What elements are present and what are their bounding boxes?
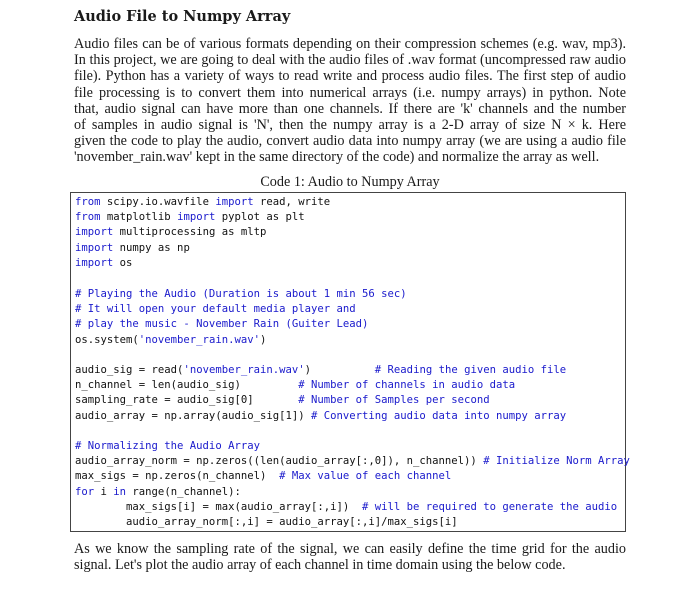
code-line (75, 226, 266, 238)
code-keyword: import (177, 211, 216, 224)
code-line (75, 379, 515, 391)
code-caption: Code 1: Audio to Numpy Array (260, 174, 440, 190)
code-keyword: import (75, 226, 114, 239)
code-keyword: import (75, 256, 114, 269)
code-line (75, 364, 566, 376)
outro-paragraph (74, 541, 626, 573)
code-text: scipy.io.wavfile (100, 196, 216, 208)
code-comment: # Initialize Norm Array (483, 455, 630, 468)
code-play (75, 287, 407, 348)
code-line (75, 410, 566, 422)
code-line (75, 470, 451, 482)
code-comment: # will be required to generate the audio (362, 500, 618, 513)
code-line (75, 334, 266, 346)
code-line (75, 501, 617, 513)
code-text: n_channel = len(audio_sig) (75, 379, 299, 392)
intro-line: given the code to play the audio, convert audio data into numpy array (we are using a audio file (74, 133, 626, 150)
code-line (75, 211, 305, 223)
code-keyword: import (215, 196, 254, 208)
intro-line: that, audio signal can have more than one channels. If there are 'k' channels and the number (74, 100, 626, 117)
code-line (75, 394, 490, 406)
code-line (75, 455, 630, 467)
code-text: range(n_channel): (126, 485, 241, 498)
code-comment: # Max value of each channel (279, 470, 452, 483)
code-text: max_sigs = np.zeros(n_channel) (75, 470, 280, 483)
code-keyword: import (75, 241, 114, 254)
code-normalize (75, 439, 630, 530)
code-comment: # Converting audio data into numpy array (311, 409, 567, 422)
code-line (75, 257, 132, 269)
outro-line: signal. Let's plot the audio array of each channel in time domain using the below code. (74, 557, 566, 574)
code-text: ) (304, 364, 375, 376)
code-string: 'november_rain.wav' (183, 364, 305, 376)
code-text: audio_array = np.array(audio_sig[1]) (75, 409, 311, 422)
code-text: i (94, 485, 114, 498)
code-keyword: from (75, 211, 101, 224)
code-string: 'november_rain.wav' (138, 333, 260, 346)
code-line (75, 196, 330, 208)
code-comment: # play the music - November Rain (Guiter Lead) (75, 318, 369, 331)
code-line (75, 486, 241, 498)
outro-line: As we know the sampling rate of the signal, we can easily define the time grid for the audio (74, 541, 626, 557)
code-text: ) (259, 333, 267, 346)
code-text: audio_array_norm = np.zeros((len(audio_array[:,0]), n_channel)) (75, 455, 484, 468)
code-text: numpy as np (113, 241, 190, 254)
code-imports (75, 195, 330, 271)
intro-line: 'november_rain.wav' kept in the same directory of the code) and normalize the array as well. (74, 149, 600, 166)
code-line (75, 242, 190, 254)
code-comment: # Playing the Audio (Duration is about 1 min 56 sec) (75, 288, 407, 300)
code-text: multiprocessing as mltp (113, 226, 267, 239)
code-text: max_sigs[i] = max(audio_array[:,i]) (75, 500, 363, 513)
code-keyword: in (113, 485, 127, 498)
code-comment: # It will open your default media player and (75, 303, 356, 316)
intro-line: of samples in audio signal is 'N', then the numpy array is a 2-D array of size N × k. Here (74, 117, 626, 134)
code-text: audio_array_norm[:,i] = audio_array[:,i]/max_sigs[i] (75, 516, 458, 529)
code-comment: # Number of channels in audio data (298, 379, 516, 392)
code-text: audio_sig = read( (75, 364, 184, 376)
code-text: pyplot as plt (215, 211, 305, 224)
intro-line: file processing is to convert them into numerical arrays (i.e. numpy arrays) in python. Note (74, 84, 626, 101)
code-keyword: for (75, 485, 95, 498)
code-keyword: from (75, 196, 101, 208)
code-listing (70, 192, 630, 532)
code-text: os (113, 256, 133, 269)
code-text: read, write (253, 196, 331, 208)
intro-line: file). Python has a variety of ways to read write and process audio files. The first step of audio (74, 68, 626, 85)
intro-paragraph (74, 36, 626, 166)
code-text: os.system( (75, 333, 139, 346)
intro-line: In this project, we are going to deal with the audio files of .wav format (uncompressed raw audio (74, 52, 626, 69)
section-heading: Audio File to Numpy Array (74, 8, 291, 25)
code-comment: # Reading the given audio file (374, 364, 567, 376)
code-comment: # Number of Samples per second (298, 394, 490, 407)
code-comment: # Normalizing the Audio Array (75, 440, 260, 452)
code-read (75, 363, 566, 424)
code-text: sampling_rate = audio_sig[0] (75, 394, 299, 407)
code-text: matplotlib (100, 211, 178, 224)
intro-line: Audio files can be of various formats depending on their compression schemes (e.g. wav, mp3). (74, 36, 626, 52)
code-line (75, 516, 458, 528)
